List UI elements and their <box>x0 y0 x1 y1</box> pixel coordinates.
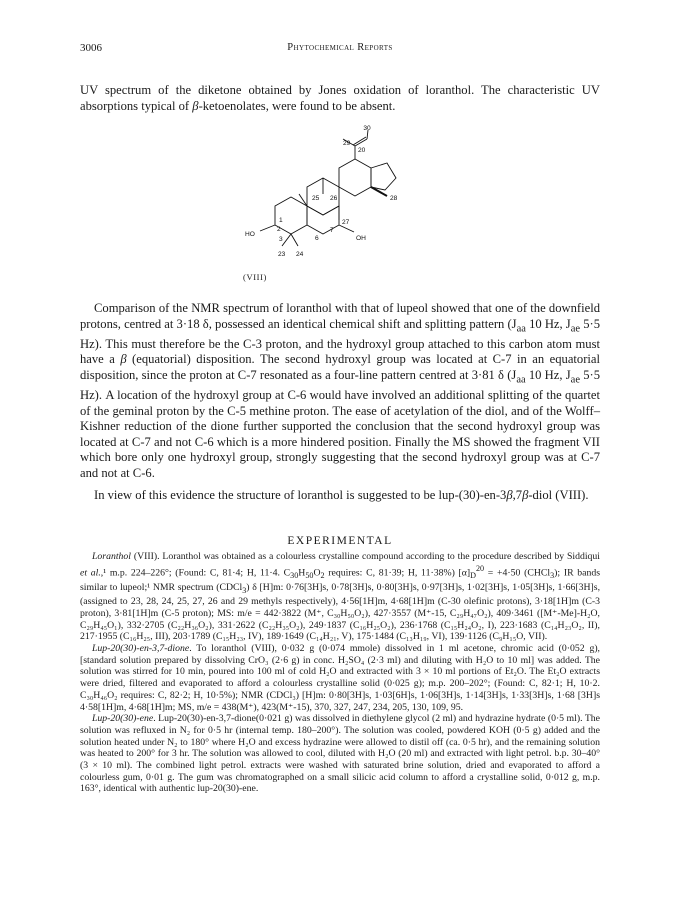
nmr-discussion-paragraph: Comparison of the NMR spectrum of loranthol with that of lupeol showed that one of the downfield protons, centred at 3·18 δ, possessed an identical chemical shift and splitting pattern ($J_{aa}$ 10 Hz, $J_{ae}$ 5·5 Hz). This must therefore be the C-3 proton, and the hydroxyl group attached to this carbon atom must have a β (equatorial) disposition. The second hydroxyl group was located at C-7 in an equatorial disposition, since the proton at C-7 resonated as a four-line pattern centred at 3·81 δ ($J_{aa}$ 10 Hz, $J_{ae}$ 5·5 Hz). A location of the hydroxyl group at C-6 would have involved an additional splitting of the quartet of the geminal proton by the C-5 methine proton. The ease of acetylation of the diol, and of the Wolff–Kishner reduction of the dione further supported the conclusion that the second hydroxyl group was located at C-7 and not C-6 which is a more hindered position. Finally the MS showed the fragment VII which bore only one hydroxyl group, strongly suggesting that the second hydroxyl group was at C-7 and not at C-6. <box>80 301 600 480</box>
ring-e <box>371 163 396 190</box>
hydroxyl-label-c3: HO <box>245 231 255 238</box>
carbon-label-26: 26 <box>330 195 338 202</box>
carbon-label-23: 23 <box>278 251 286 258</box>
carbon-label-6: 6 <box>315 235 319 242</box>
carbon-label-27: 27 <box>342 219 350 226</box>
experimental-dione: Lup-20(30)-en-3,7-dione. To loranthol (VIII), 0·032 g (0·074 mmole) dissolved in 1 ml acetone, chromic acid (0·052 g), [standard solution prepared by dissolving CrO₃ (2·6 g) in conc. H₂SO₄ (2·3 ml) and diluting with H₂O to 10 ml] was added. The solution was stirred for 10 min, poured into 100 ml of cold H₂O and extracted with 3 × 10 ml portions of Et₂O. The Et₂O extracts were dried, filtered and evaporated to afford a colourless crystalline solid (0·025 g); m.p. 200–202°; (Found: C, 82·1; H, 10·2. C₃₀H₄₆O₂ requires: C, 82·2; H, 10·5%); NMR (CDCl₃) [H]m: 0·80[3H]s, 1·03[6H]s, 1·06[3H]s, 1·14[3H]s, 1·33[3H]s, 1·68 [3H]s 4·58[1H]m, 4·68[1H]m; MS, m/e = 438(M⁺), 423(M⁺-15), 370, 327, 247, 234, 205, 130, 109, 95. <box>80 643 600 713</box>
carbon-label-1: 1 <box>279 217 283 224</box>
carbon-label-29: 29 <box>343 140 351 147</box>
compound-label: (VIII) <box>243 272 267 282</box>
carbon-label-7: 7 <box>330 227 334 234</box>
intro-paragraph: UV spectrum of the diketone obtained by Jones oxidation of loranthol. The characteristic UV absorptions typical of β-ketoenolates, were found to be absent. <box>80 83 600 113</box>
carbon-label-2: 2 <box>277 226 281 233</box>
carbon-label-20: 20 <box>358 147 366 154</box>
page-number: 3006 <box>80 42 102 54</box>
ring-b <box>307 206 339 234</box>
experimental-section <box>80 551 600 795</box>
running-head: Phytochemical Reports <box>287 42 393 53</box>
ring-d <box>339 159 371 196</box>
hydroxyl-label-c7: OH <box>356 235 366 242</box>
carbon-label-3: 3 <box>279 236 283 243</box>
experimental-ene: Lup-20(30)-ene. Lup-20(30)-en-3,7-dione(0·021 g) was dissolved in diethylene glycol (2 ml) and hydrazine hydrate (0·5 ml). The solution was refluxed in N₂ for 0·5 hr (internal temp. 180–200°). The solution was cooled, powdered KOH (0·5 g) added and the solution heated under N₂ to 180° where H₂O and excess hydrazine were allowed to distil off (ca. 0·5 hr), and the remaining solution was heated to 200° for 3 hr. The solution was allowed to cool, diluted with H₂O (20 ml) and extracted with light petrol. b.p. 30–40° (3 × 10 ml). The combined light petrol. extracts were washed with saturated brine solution, dried and evaporated to afford a colourless gum, 0·01 g. The gum was chromatographed on a small silicic acid column to afford a crystalline solid, 0·012 g, m.p. 163°, identical with authentic lup-20(30)-ene. <box>80 713 600 795</box>
carbon-label-24: 24 <box>296 251 304 258</box>
structure-diagram <box>180 125 470 278</box>
conclusion-paragraph: In view of this evidence the structure of loranthol is suggested to be lup-(30)-en-3β,7β-diol (VIII). <box>94 488 589 502</box>
section-heading-experimental: EXPERIMENTAL <box>287 535 393 547</box>
loranthol-structure <box>180 125 470 278</box>
experimental-loranthol: Loranthol (VIII). Loranthol was obtained as a colourless crystalline compound according to the procedure described by Siddiqui et al.,¹ m.p. 224–226°; (Found: C, 81·4; H, 11·4. $C_{30}H_{50}O_2$ requires: C, 81·39; H, 11·38%) $[\alpha]_D^{20} = +4\cdot 50$ (CHCl$_3$); IR bands similar to lupeol;¹ NMR spectrum (CDCl$_3$) δ [H]m: 0·76[3H]s, 0·78[3H]s, 0·80[3H]s, 0·97[3H]s, 1·02[3H]s, 1·05[3H]s, 1·66[3H]s, (assigned to 23, 28, 24, 25, 27, 26 and 29 methyls respectively), 4·56[1H]m, 4·68[1H]m (C-30 olefinic protons), 3·18[1H]m (C-3 proton), 3·81[1H]m (C-5 proton); MS: m/e = 442·3822 (M⁺, C₃₀H₅₀O₂), 427·3557 (M⁺-15, C₂₉H₄₇O₂), 409·3461 ([M⁺-Me]-H₂O, C₂₉H₄₅O₁), 332·2705 (C₂₂H₃₆O₂), 331·2622 (C₂₂H₃₅O₂), 249·1837 (C₁₆H₂₅O₂), 236·1768 (C₁₅H₂₄O₂, I), 223·1683 (C₁₄H₂₃O₂, II), 217·1955 (C₁₆H₂₅, III), 203·1789 (C₁₅H₂₃, IV), 189·1649 (C₁₄H₂₁, V), 175·1484 (C₁₃H₁₉, VI), 139·1126 (C₉H₁₅O, VII). <box>80 551 601 643</box>
carbon-label-28: 28 <box>390 195 398 202</box>
carbon-label-25: 25 <box>312 195 320 202</box>
page-header <box>80 42 600 58</box>
carbon-label-30: 30 <box>363 125 371 132</box>
